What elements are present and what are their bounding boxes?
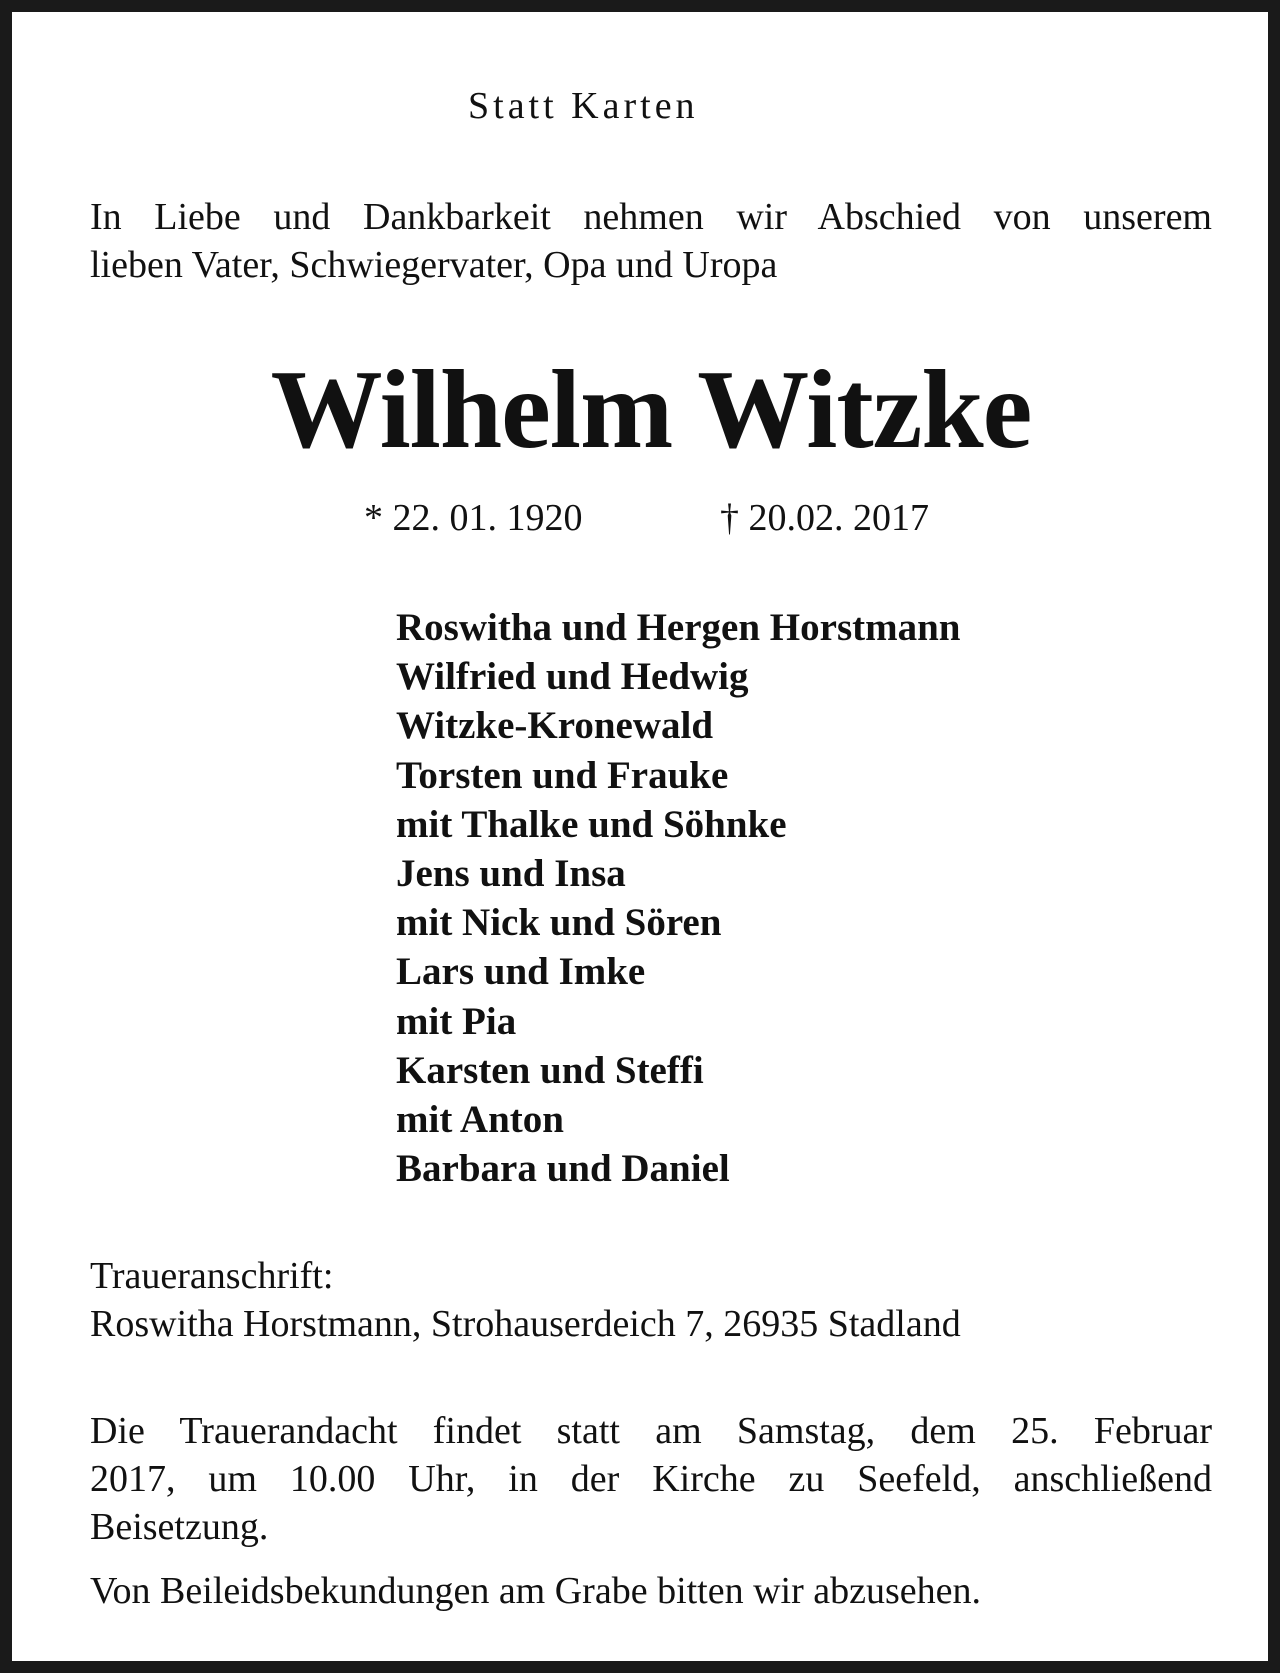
family-member: Torsten und Frauke <box>396 753 729 797</box>
family-member: Roswitha und Hergen Horstmann <box>396 606 961 649</box>
family-member: mit Anton <box>396 1098 564 1142</box>
closing-note: Von Beileidsbekundungen am Grabe bitten wir abzusehen. <box>90 1570 982 1612</box>
service-line: Die Trauerandacht findet statt am Samstag, dem 25. Februar <box>90 1410 1212 1452</box>
intro-line: lieben Vater, Schwiegervater, Opa und Uropa <box>90 244 778 286</box>
intro-line: In Liebe und Dankbarkeit nehmen wir Abschied von unserem <box>90 196 1212 238</box>
family-member: mit Pia <box>396 999 517 1043</box>
address-value: Roswitha Horstmann, Strohauserdeich 7, 26935 Stadland <box>90 1303 961 1345</box>
service-line: Beisetzung. <box>90 1506 269 1548</box>
family-member: Barbara und Daniel <box>396 1147 730 1191</box>
death-date: † 20.02. 2017 <box>720 497 929 539</box>
family-member: Jens und Insa <box>396 852 626 896</box>
family-member: Wilfried und Hedwig <box>396 655 749 699</box>
statt-karten-heading: Statt Karten <box>468 85 699 127</box>
service-info <box>90 1407 1212 1551</box>
deceased-name: Wilhelm Witzke <box>270 348 1032 472</box>
address-label: Traueranschrift: <box>90 1255 334 1297</box>
family-member: Lars und Imke <box>396 950 646 994</box>
service-line: 2017, um 10.00 Uhr, in der Kirche zu Seefeld, anschließend <box>90 1458 1212 1500</box>
intro-text <box>90 193 1212 289</box>
mourning-address <box>90 1252 961 1348</box>
family-member: Witzke-Kronewald <box>396 704 714 748</box>
family-member: Karsten und Steffi <box>396 1048 704 1092</box>
family-list <box>396 603 960 1193</box>
family-member: mit Thalke und Söhnke <box>396 802 787 846</box>
family-member: mit Nick und Sören <box>396 901 722 945</box>
birth-date: * 22. 01. 1920 <box>364 497 583 539</box>
